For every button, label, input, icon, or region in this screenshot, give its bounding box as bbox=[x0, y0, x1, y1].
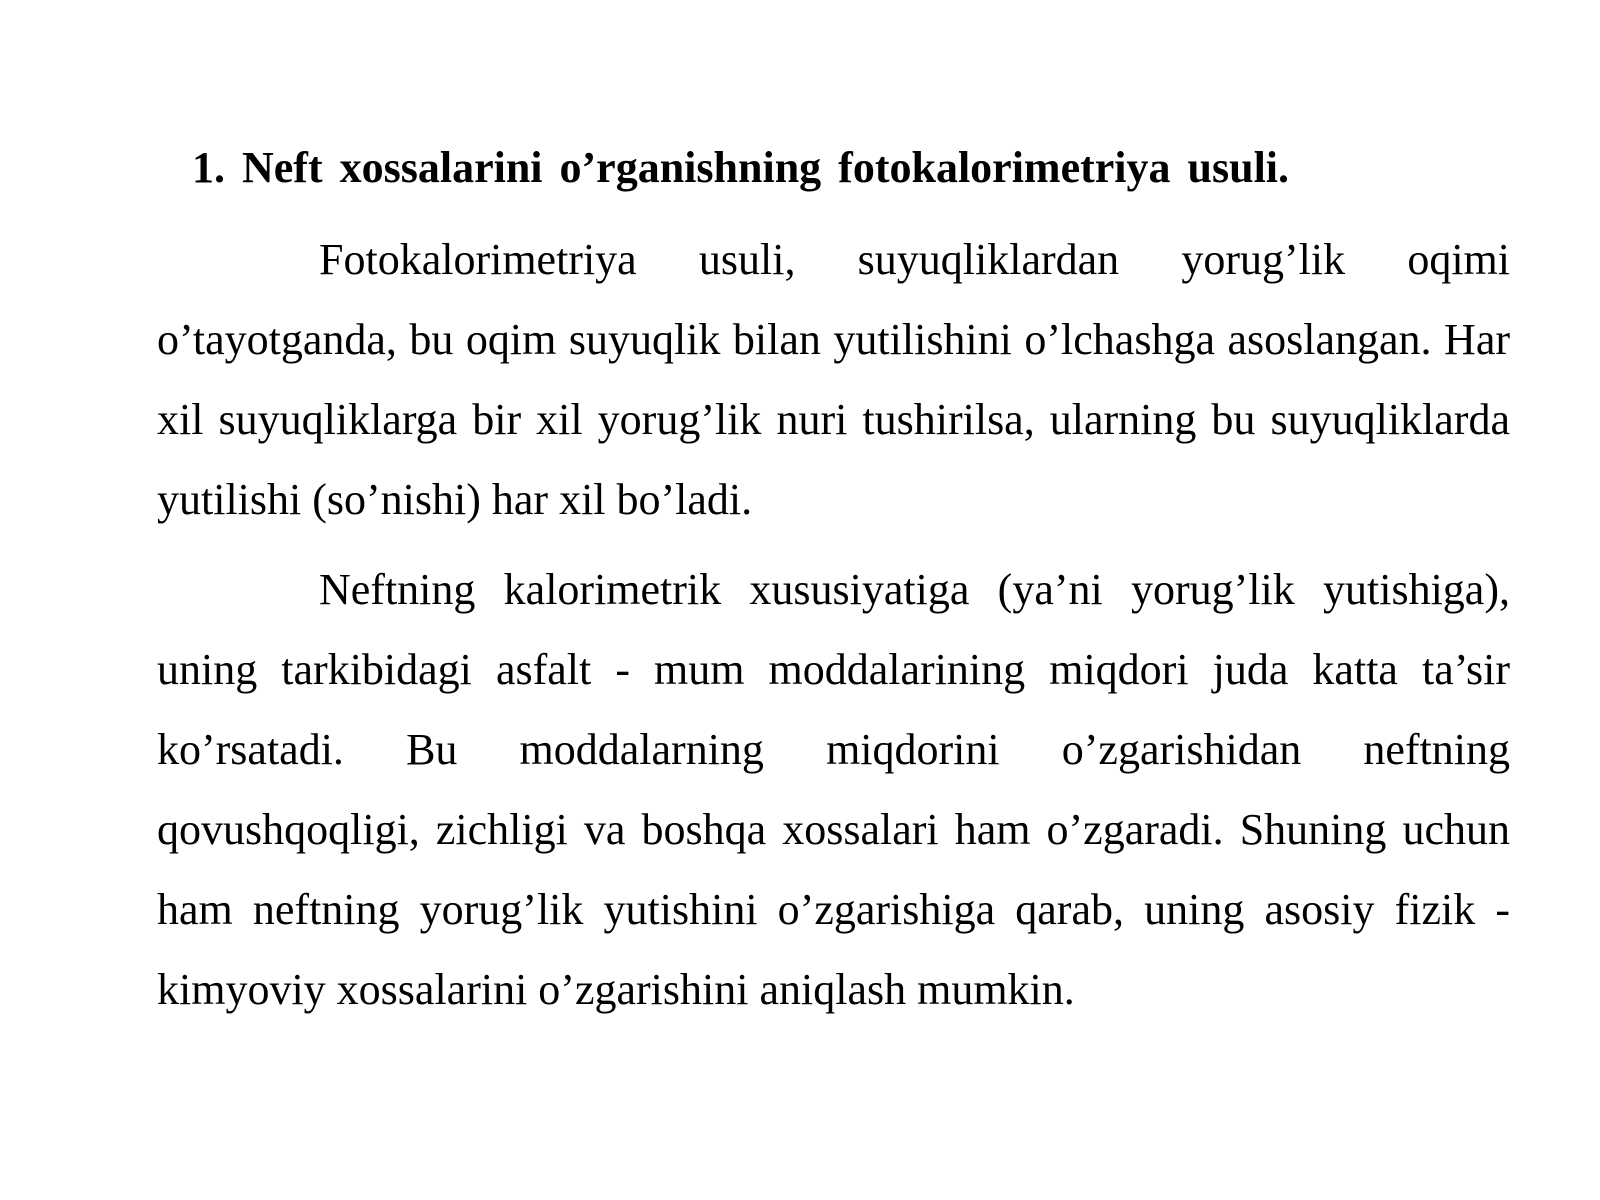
paragraph-1: Fotokalorimetriya usuli, suyuqliklardan yorug’lik oqimi o’tayotganda, bu oqim suyuqlik bilan yutilishini o’lchashga asoslangan. Har xil suyuqliklarga bir xil yorug’lik nuri tushirilsa, ularning bu suyuqliklarda yutilishi (so’nishi) har xil bo’ladi. bbox=[157, 235, 1510, 524]
section-heading: 1. Neft xossalarini o’rganishning fotokalorimetriya usuli. bbox=[192, 143, 1290, 192]
paragraph-2: Neftning kalorimetrik xususiyatiga (ya’ni yorug’lik yutishiga), uning tarkibidagi asfalt - mum moddalarining miqdori juda katta ta’sir ko’rsatadi. Bu moddalarning miqdorini o’zgarishidan neftning qovushqoqligi, zichligi va boshqa xossalari ham o’zgaradi. Shuning uchun ham neftning yorug’lik yutishini o’zgarishiga qarab, uning asosiy fizik - kimyoviy xossalarini o’zgarishini aniqlash mumkin. bbox=[157, 565, 1510, 1014]
